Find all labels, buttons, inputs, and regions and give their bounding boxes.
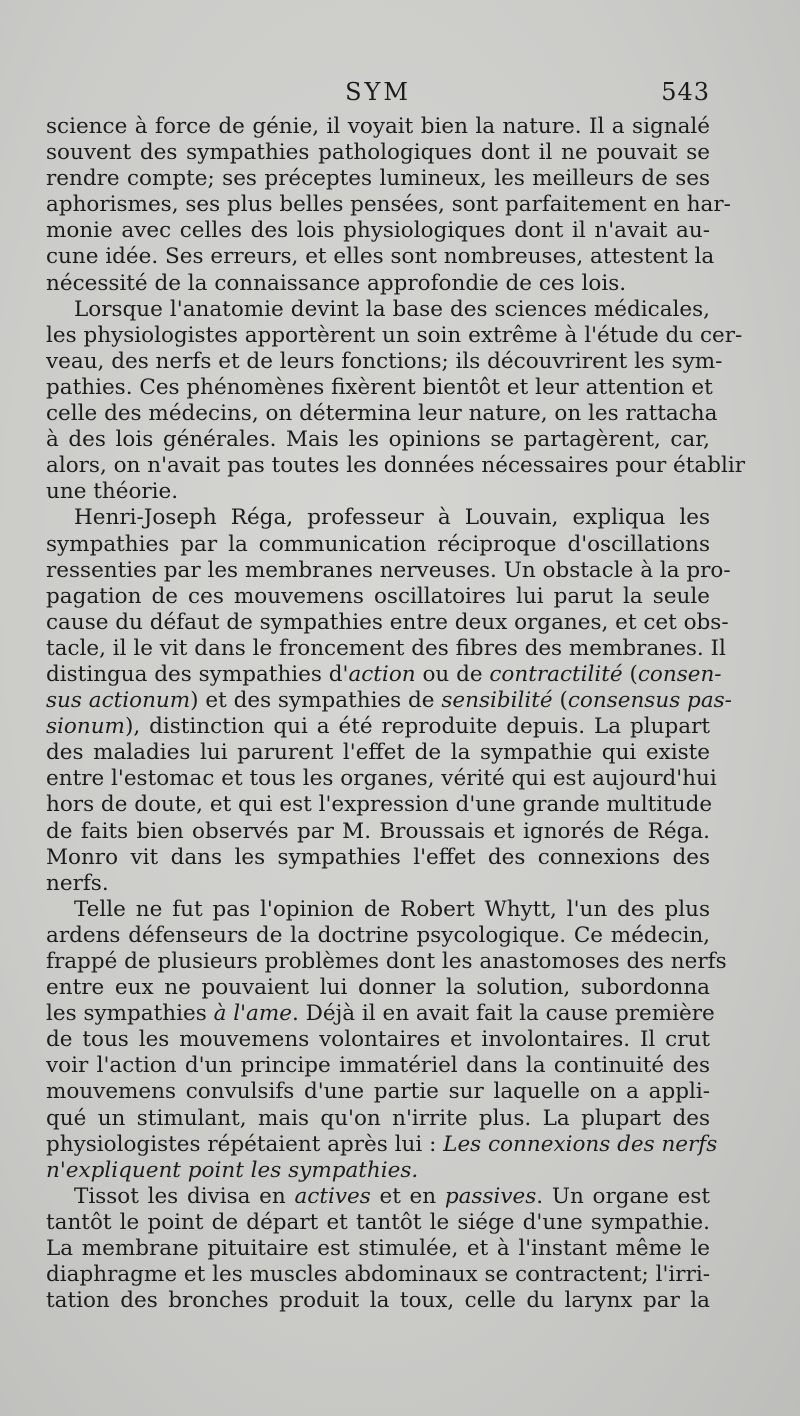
text-run: Lorsque l'anatomie devint la base des sciences médicales, (74, 296, 710, 322)
paragraph (46, 296, 746, 506)
text-run: pathies. Ces phénomènes fixèrent bientôt et leur attention et (46, 374, 713, 400)
text-line (46, 845, 710, 871)
text-line (46, 427, 710, 453)
text-run: qué un stimulant, mais qu'on n'irrite plus. La plupart des (46, 1105, 710, 1131)
italic-text: sensibilité (441, 688, 553, 714)
text-line (46, 584, 710, 610)
text-run: les physiologistes apportèrent un soin extrême à l'étude du cer- (46, 322, 743, 348)
text-line (46, 1131, 718, 1158)
text-run: Tissot les divisa en (74, 1183, 295, 1209)
italic-text: sus actionum (46, 688, 191, 714)
italic-text: consen- (637, 661, 722, 687)
text-line (46, 792, 713, 818)
text-run: ardens défenseurs de la doctrine psycologique. Ce médecin, (46, 922, 710, 948)
running-head (46, 78, 710, 112)
italic-text: passives (444, 1183, 537, 1209)
text-run: sympathies par la communication réciproque d'oscillations (46, 531, 710, 557)
text-run: monie avec celles des lois physiologiques dont il n'avait au- (46, 218, 710, 244)
text-line (46, 661, 722, 688)
italic-text: à l'ame (213, 1001, 292, 1027)
text-run: de faits bien observés par M. Broussais et ignorés de Réga. (46, 818, 710, 844)
text-run: nerfs. (46, 870, 109, 896)
text-line (46, 897, 710, 923)
text-run: voir l'action d'un principe immatériel dans la continuité des (46, 1053, 710, 1079)
text-line (46, 192, 731, 218)
text-line (46, 635, 726, 662)
text-run: ) et des sympathies de (190, 688, 442, 714)
text-line (46, 1158, 710, 1184)
italic-text: Les connexions des nerfs (443, 1131, 718, 1157)
text-line (46, 271, 710, 297)
text-line (46, 1210, 710, 1236)
italic-text: action (348, 661, 416, 687)
text-run: entre eux ne pouvaient lui donner la solution, subordonna (46, 975, 710, 1001)
text-line (46, 166, 710, 192)
text-run: nécessité de la connaissance approfondie de ces lois. (46, 270, 627, 296)
text-run: ( (552, 688, 568, 714)
text-run: cune idée. Ses erreurs, et elles sont nombreuses, attestent la (46, 244, 715, 270)
text-run: entre l'estomac et tous les organes, vérité qui est aujourd'hui (46, 766, 717, 792)
text-line (46, 1001, 715, 1027)
text-line (46, 505, 710, 531)
text-run: veau, des nerfs et de leurs fonctions; ils découvrirent les sym- (46, 348, 723, 374)
italic-text: actives (294, 1183, 371, 1209)
text-line (46, 297, 710, 323)
text-line (46, 949, 727, 975)
text-line (46, 1288, 710, 1314)
text-run: des maladies lui parurent l'effet de la sympathie qui existe (46, 740, 710, 766)
text-run: La membrane pituitaire est stimulée, et à l'instant même le (46, 1236, 710, 1262)
text-line (46, 609, 729, 636)
text-run: ), distinction qui a été reproduite depuis. La plupart (124, 714, 710, 740)
text-line (46, 923, 710, 949)
italic-text: consensus pas- (567, 688, 732, 714)
text-run: aphorismes, ses plus belles pensées, sont parfaitement en har- (46, 192, 731, 218)
text-run: celle des médecins, on détermina leur nature, on les rattacha (46, 401, 718, 427)
text-run: distingua des sympathies d' (46, 661, 349, 687)
text-line (46, 114, 710, 140)
text-run: frappé de plusieurs problèmes dont les anastomoses des nerfs (46, 949, 727, 974)
text-line (46, 688, 732, 714)
text-line (46, 140, 710, 166)
text-run: hors de doute, et qui est l'expression d'une grande multitude (46, 792, 713, 818)
italic-text: sionum (46, 714, 125, 740)
paragraph (46, 114, 731, 297)
paragraph (46, 1184, 710, 1314)
text-run: Telle ne fut pas l'opinion de Robert Whytt, l'un des plus (74, 896, 710, 922)
text-run: science à force de génie, il voyait bien la nature. Il a signalé (46, 114, 710, 139)
text-run: tacle, il le vit dans le froncement des fibres des membranes. Il (46, 635, 726, 661)
text-line (46, 766, 717, 792)
text-run: et en (370, 1183, 445, 1209)
text-line (46, 244, 715, 270)
page-number: 543 (661, 78, 710, 106)
text-run: ou de (415, 661, 490, 687)
text-run: physiologistes répétaient après lui : (46, 1131, 444, 1157)
body-text (46, 114, 746, 1314)
text-line (46, 348, 723, 375)
text-line (46, 819, 710, 845)
text-line (46, 453, 746, 479)
text-run: les sympathies (46, 1001, 214, 1027)
text-line (46, 322, 743, 349)
text-line (46, 975, 710, 1001)
text-line (46, 401, 718, 427)
text-line (46, 1236, 710, 1262)
text-run: . Déjà il en avait fait la cause première (291, 1001, 715, 1027)
text-line (46, 218, 710, 244)
text-line (46, 1106, 710, 1132)
italic-text: contractilité (489, 661, 623, 687)
text-line (46, 1262, 710, 1288)
italic-text: n'expliquent point les sympathies. (46, 1157, 419, 1183)
text-run: . Un organe est (536, 1183, 711, 1209)
text-run: cause du défaut de sympathies entre deux organes, et cet obs- (46, 609, 729, 635)
text-line (46, 1027, 710, 1053)
text-run: alors, on n'avait pas toutes les données nécessaires pour établir (46, 453, 746, 479)
text-run: tantôt le point de départ et tantôt le siége d'une sympathie. (46, 1209, 710, 1235)
text-run: Henri-Joseph Réga, professeur à Louvain, expliqua les (74, 505, 710, 531)
paragraph (46, 896, 727, 1184)
text-run: Monro vit dans les sympathies l'effet des connexions des (46, 844, 710, 870)
text-line (46, 532, 710, 558)
text-run: de tous les mouvemens volontaires et involontaires. Il crut (46, 1027, 710, 1053)
text-run: tation des bronches produit la toux, celle du larynx par la (46, 1288, 710, 1314)
text-run: souvent des sympathies pathologiques dont il ne pouvait se (46, 140, 710, 166)
text-line (46, 871, 710, 897)
text-line (46, 557, 731, 584)
text-line (46, 374, 713, 401)
running-head-title: SYM (345, 78, 411, 106)
text-run: à des lois générales. Mais les opinions se partagèrent, car, (46, 427, 710, 453)
text-run: rendre compte; ses préceptes lumineux, les meilleurs de ses (46, 166, 710, 192)
text-run: ( (622, 661, 638, 687)
text-run: diaphragme et les muscles abdominaux se contractent; l'irri- (46, 1262, 710, 1288)
text-run: ressenties par les membranes nerveuses. Un obstacle à la pro- (46, 557, 731, 583)
text-line (46, 1053, 710, 1079)
text-line (46, 740, 710, 766)
text-line (46, 479, 710, 505)
paragraph (46, 505, 732, 896)
text-run: pagation de ces mouvemens oscillatoires lui parut la seule (46, 583, 710, 609)
text-run: mouvemens convulsifs d'une partie sur laquelle on a appli- (46, 1079, 710, 1105)
text-line (46, 1079, 710, 1105)
text-line (46, 1184, 710, 1210)
text-run: une théorie. (46, 479, 179, 505)
text-line (46, 714, 710, 740)
